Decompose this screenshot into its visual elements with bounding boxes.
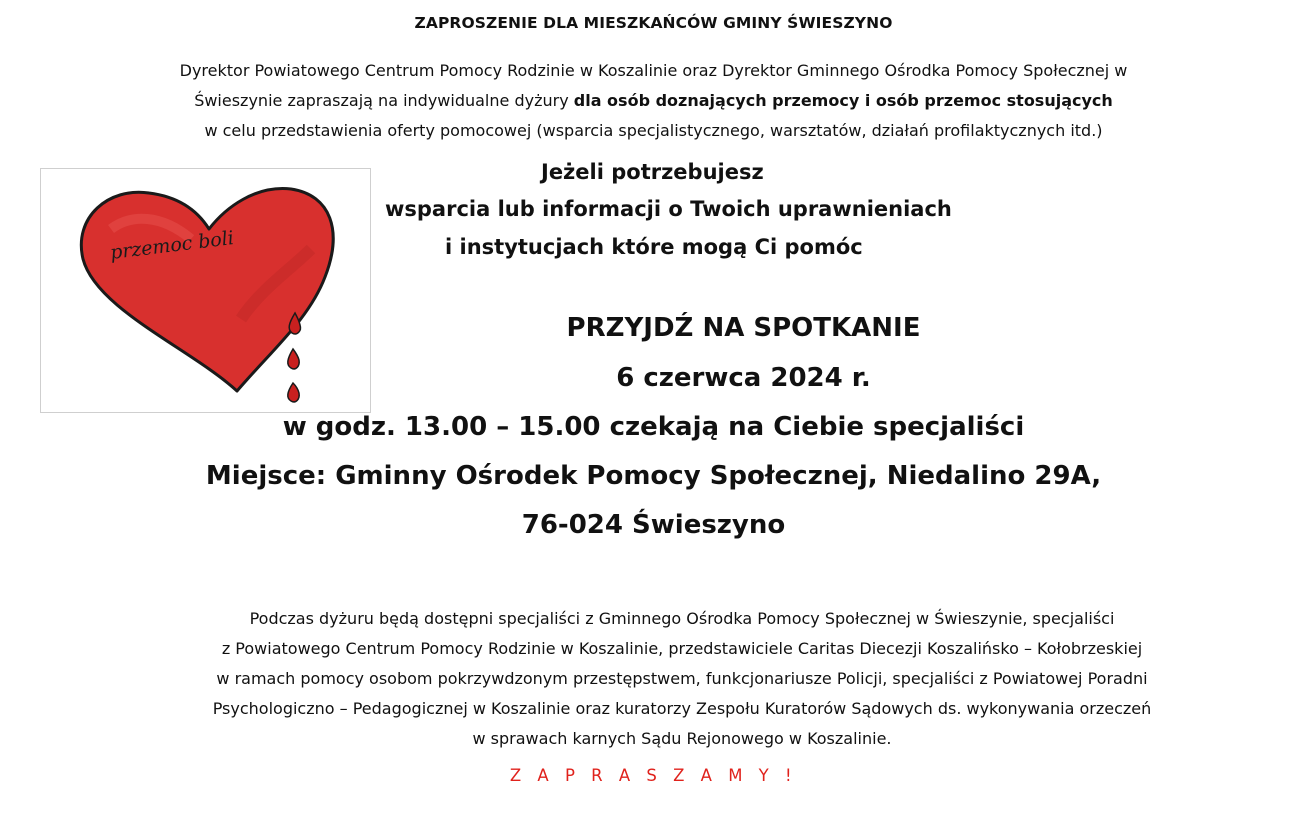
intro-line-2 — [0, 86, 1295, 116]
meeting-place-line-2: 76-024 Świeszyno — [521, 510, 786, 540]
meeting-hours: w godz. 13.00 – 15.00 czekają na Ciebie specjaliści — [282, 412, 1025, 442]
details-paragraph — [150, 604, 1214, 754]
details-line-1: Podczas dyżuru będą dostępni specjaliści z Gminnego Ośrodka Pomocy Społecznej w Świeszynie, specjaliści — [249, 609, 1115, 628]
document-title: ZAPROSZENIE DLA MIESZKAŃCÓW GMINY ŚWIESZYNO — [414, 14, 893, 32]
intro-line-2-plain: Świeszynie zapraszają na indywidualne dyżury — [194, 91, 574, 110]
need-line-1: Jeżeli potrzebujesz — [541, 160, 764, 184]
intro-line-1: Dyrektor Powiatowego Centrum Pomocy Rodzinie w Koszalinie oraz Dyrektor Gminnego Ośrodka Pomocy Społecznej w — [179, 61, 1128, 80]
details-line-2: z Powiatowego Centrum Pomocy Rodzinie w Koszalinie, przedstawiciele Caritas Diecezji Koszalińsko – Kołobrzeskiej — [221, 639, 1143, 658]
details-line-3: w ramach pomocy osobom pokrzywdzonym przestępstwem, funkcjonariusze Policji, specjaliści z Powiatowej Poradni — [216, 669, 1148, 688]
intro-line-3: w celu przedstawienia oferty pomocowej (wsparcia specjalistycznego, warsztatów, działań profilaktycznych itd.) — [204, 121, 1103, 140]
meeting-headline: PRZYJDŹ NA SPOTKANIE — [566, 313, 921, 343]
details-line-4: Psychologiczno – Pedagogicznej w Koszalinie oraz kuratorzy Zespołu Kuratorów Sądowych ds. wykonywania orzeczeń — [212, 699, 1152, 718]
details-line-5: w sprawach karnych Sądu Rejonowego w Koszalinie. — [472, 729, 892, 748]
handwritten-text: przemoc boli — [108, 226, 236, 264]
closing-invitation: Z A P R A S Z A M Y ! — [509, 766, 798, 785]
meeting-place-line-1: Miejsce: Gminny Ośrodek Pomocy Społecznej, Niedalino 29A, — [205, 461, 1102, 491]
meeting-date: 6 czerwca 2024 r. — [616, 363, 871, 393]
intro-line-2-bold: dla osób doznających przemocy i osób przemoc stosujących — [573, 91, 1113, 110]
intro-paragraph — [0, 56, 1295, 146]
need-line-3: i instytucjach które mogą Ci pomóc — [445, 235, 863, 259]
need-line-2: wsparcia lub informacji o Twoich uprawnieniach — [385, 197, 952, 221]
